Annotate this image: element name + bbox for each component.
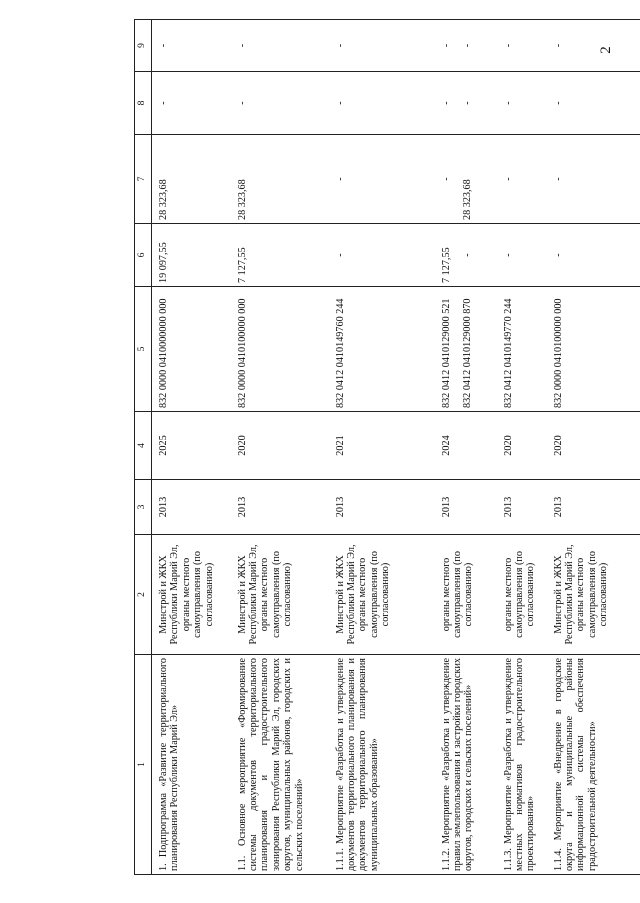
value-line: 28 323,68: [461, 179, 473, 220]
row-value-8: -: [552, 72, 640, 135]
column-header: 2: [135, 535, 152, 655]
column-header: 9: [135, 20, 152, 72]
value-line: -: [440, 101, 452, 105]
value-line: -: [440, 177, 452, 181]
row-value-7: 28 323,68: [152, 135, 236, 224]
rotated-page-content: [134, 20, 634, 875]
row-end-year: 2024: [440, 412, 502, 480]
row-start-year: 2013: [236, 480, 334, 535]
header-row: [135, 20, 152, 875]
budget-code-line: 832 0412 0410129000 521: [440, 298, 452, 408]
row-budget-code: [440, 287, 502, 412]
row-value-8: [440, 72, 502, 135]
row-value-6: 19 097,55: [152, 224, 236, 287]
row-budget-code: 832 0000 0410100000 000: [236, 287, 334, 412]
row-value-7: -: [502, 135, 552, 224]
row-name: 1.1.3. Мероприятие «Разработка и утверждение местных нормативов градостроительного проектирования»: [502, 655, 552, 875]
row-name: 1.1.4. Мероприятие «Внедрение в городские округа и муниципальные районы информационной системы обеспечения градостроительной деятельности»: [552, 655, 640, 875]
row-name: 1.1.2. Мероприятие «Разработка и утверждение правил землепользования и застройки городских округов, городских и сельских поселений»: [440, 655, 502, 875]
column-header: 8: [135, 72, 152, 135]
row-name: 1.1. Основное мероприятие «Формирование системы документов территориального планирования и градостроительного зонирования Республики Марий Эл, городских округов, муниципальных районов, городских и сельских поселений»: [236, 655, 334, 875]
row-start-year: 2013: [552, 480, 640, 535]
row-executor: Минстрой и ЖКХ Республики Марий Эл, органы местного самоуправления (по согласованию): [236, 535, 334, 655]
row-value-9: -: [502, 20, 552, 72]
row-end-year: 2020: [552, 412, 640, 480]
row-start-year: 2013: [152, 480, 236, 535]
value-line: -: [461, 43, 473, 48]
row-value-9: -: [552, 20, 640, 72]
row-value-6: -: [334, 224, 440, 287]
row-value-6: 7 127,55: [236, 224, 334, 287]
row-value-9: -: [152, 20, 236, 72]
value-line: 7 127,55: [440, 247, 452, 283]
row-name: 1. Подпрограмма «Развитие территориального планирования Республики Марий Эл»: [152, 655, 236, 875]
table-row: [334, 20, 440, 875]
column-header: 3: [135, 480, 152, 535]
table-row: [152, 20, 236, 875]
row-executor: Минстрой и ЖКХ Республики Марий Эл, органы местного самоуправления (по согласованию): [552, 535, 640, 655]
row-value-6: [440, 224, 502, 287]
row-value-9: -: [236, 20, 334, 72]
row-executor: органы местного самоуправления (по согласованию): [502, 535, 552, 655]
column-header: 6: [135, 224, 152, 287]
row-value-8: -: [334, 72, 440, 135]
column-header: 4: [135, 412, 152, 480]
table-row: [236, 20, 334, 875]
row-budget-code: 832 0412 0410149770 244: [502, 287, 552, 412]
row-start-year: 2013: [502, 480, 552, 535]
row-executor: органы местного самоуправления (по согласованию): [440, 535, 502, 655]
program-table: [134, 19, 640, 875]
row-name: 1.1.1. Мероприятие «Разработка и утверждение документов территориального планирования и документов территориального планирования муниципальных образований»: [334, 655, 440, 875]
row-budget-code: 832 0412 0410149760 244: [334, 287, 440, 412]
row-value-8: -: [236, 72, 334, 135]
row-end-year: 2020: [236, 412, 334, 480]
row-value-7: 28 323,68: [236, 135, 334, 224]
row-value-8: -: [502, 72, 552, 135]
value-line: -: [440, 43, 452, 48]
row-executor: Минстрой и ЖКХ Республики Марий Эл, органы местного самоуправления (по согласованию): [334, 535, 440, 655]
value-line: -: [461, 253, 473, 257]
row-value-7: [440, 135, 502, 224]
row-budget-code: 832 0000 0410000000 000: [152, 287, 236, 412]
row-value-7: -: [334, 135, 440, 224]
row-executor: Минстрой и ЖКХ Республики Марий Эл, органы местного самоуправления (по согласованию): [152, 535, 236, 655]
table-row: [502, 20, 552, 875]
page-number: 2: [598, 46, 614, 54]
row-value-6: -: [552, 224, 640, 287]
row-start-year: 2013: [440, 480, 502, 535]
column-header: 1: [135, 655, 152, 875]
row-end-year: 2021: [334, 412, 440, 480]
row-value-9: [440, 20, 502, 72]
row-end-year: 2025: [152, 412, 236, 480]
column-header: 5: [135, 287, 152, 412]
column-header: 7: [135, 135, 152, 224]
row-start-year: 2013: [334, 480, 440, 535]
row-budget-code: 832 0000 0410100000 000: [552, 287, 640, 412]
budget-code-line: 832 0412 0410129000 870: [461, 298, 473, 408]
value-line: -: [461, 101, 473, 105]
row-end-year: 2020: [502, 412, 552, 480]
row-value-6: -: [502, 224, 552, 287]
row-value-8: -: [152, 72, 236, 135]
row-value-9: -: [334, 20, 440, 72]
table-row: [552, 20, 640, 875]
row-value-7: -: [552, 135, 640, 224]
table-row: [440, 20, 502, 875]
